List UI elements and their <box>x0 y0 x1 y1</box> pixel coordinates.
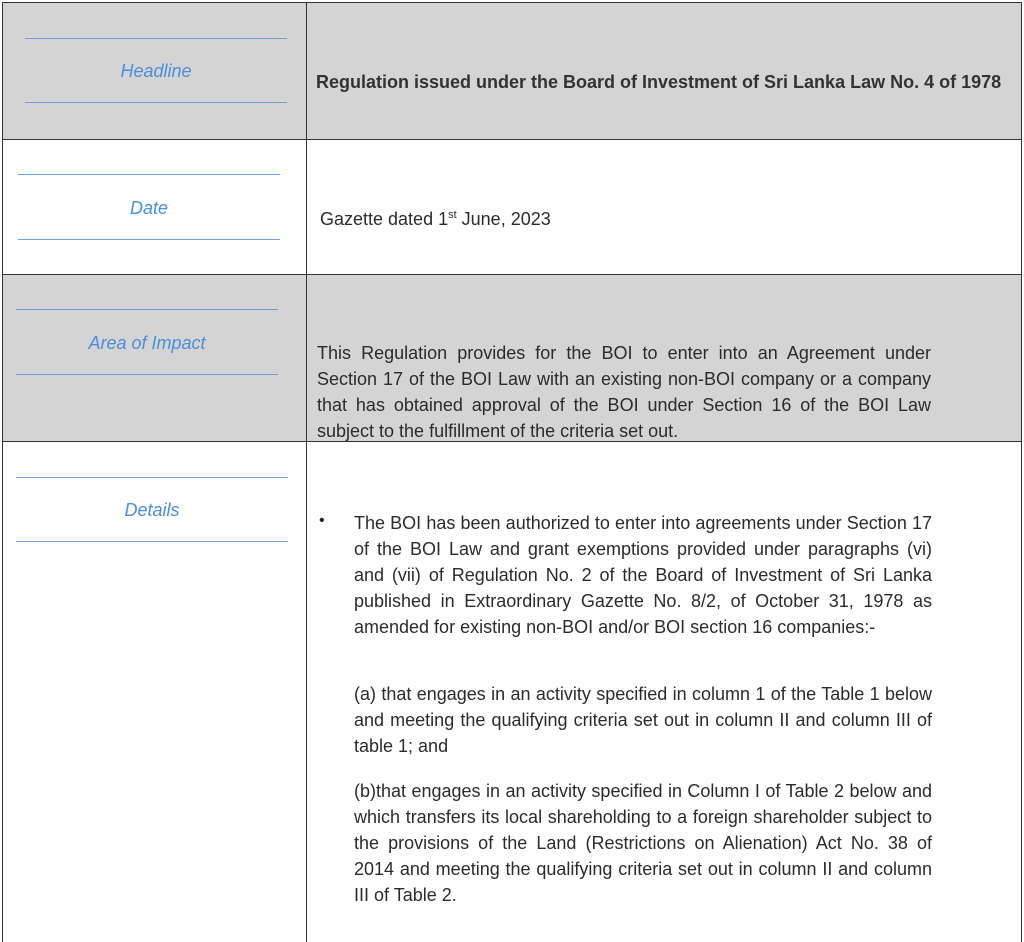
column-divider <box>306 3 307 139</box>
date-label-cell <box>3 140 306 274</box>
date-prefix: Gazette dated 1 <box>320 209 449 229</box>
area-label-cell <box>3 275 306 441</box>
date-top-rule <box>18 174 280 175</box>
details-row <box>3 442 1021 942</box>
details-label-cell <box>3 442 306 942</box>
column-divider <box>306 275 307 441</box>
details-bottom-rule <box>16 541 288 542</box>
date-value <box>320 206 551 232</box>
date-label: Date <box>129 198 169 218</box>
area-label: Area of Impact <box>88 333 206 353</box>
details-item-a: (a) that engages in an activity specified in column 1 of the Table 1 below and meeting the qualifying criteria set out in column II and column III of table 1; and <box>354 684 932 756</box>
details-label: Details <box>124 500 180 520</box>
details-item-b: (b)that engages in an activity specified in Column I of Table 2 below and which transfers its local shareholding to a foreign shareholder subject to the provisions of the Land (Restrictions on Alienation) Act No. 38 of 2014 and meeting the qualifying criteria set out in column II and column III of Table 2. <box>354 781 932 905</box>
area-row <box>3 275 1021 442</box>
details-intro: The BOI has been authorized to enter into agreements under Section 17 of the BOI Law and grant exemptions provided under paragraphs (vi) and (vii) of Regulation No. 2 of the Board of Investment of Sri Lanka published in Extraordinary Gazette No. 8/2, of October 31, 1978 as amended for existing non-BOI and/or BOI section 16 companies:- <box>354 513 932 637</box>
headline-label: Headline <box>120 61 192 81</box>
headline-bottom-rule <box>25 102 287 103</box>
summary-table <box>2 2 1022 942</box>
date-ordinal: st <box>448 209 457 221</box>
column-divider <box>306 442 307 942</box>
date-bottom-rule <box>18 239 280 240</box>
date-suffix: June, 2023 <box>456 209 551 229</box>
headline-top-rule <box>25 38 287 39</box>
headline-row <box>3 3 1021 140</box>
area-value: This Regulation provides for the BOI to enter into an Agreement under Section 17 of the BOI Law with an existing non-BOI company or a company that has obtained approval of the BOI under Section 16 of the BOI Law subject to the fulfillment of the criteria set out. <box>317 343 931 441</box>
date-row <box>3 140 1021 275</box>
area-bottom-rule <box>16 374 278 375</box>
details-top-rule <box>16 477 288 478</box>
area-top-rule <box>16 309 278 310</box>
headline-label-cell <box>3 3 306 139</box>
details-bullet: • <box>319 512 325 529</box>
column-divider <box>306 140 307 274</box>
headline-value: Regulation issued under the Board of Investment of Sri Lanka Law No. 4 of 1978 <box>316 72 1002 92</box>
